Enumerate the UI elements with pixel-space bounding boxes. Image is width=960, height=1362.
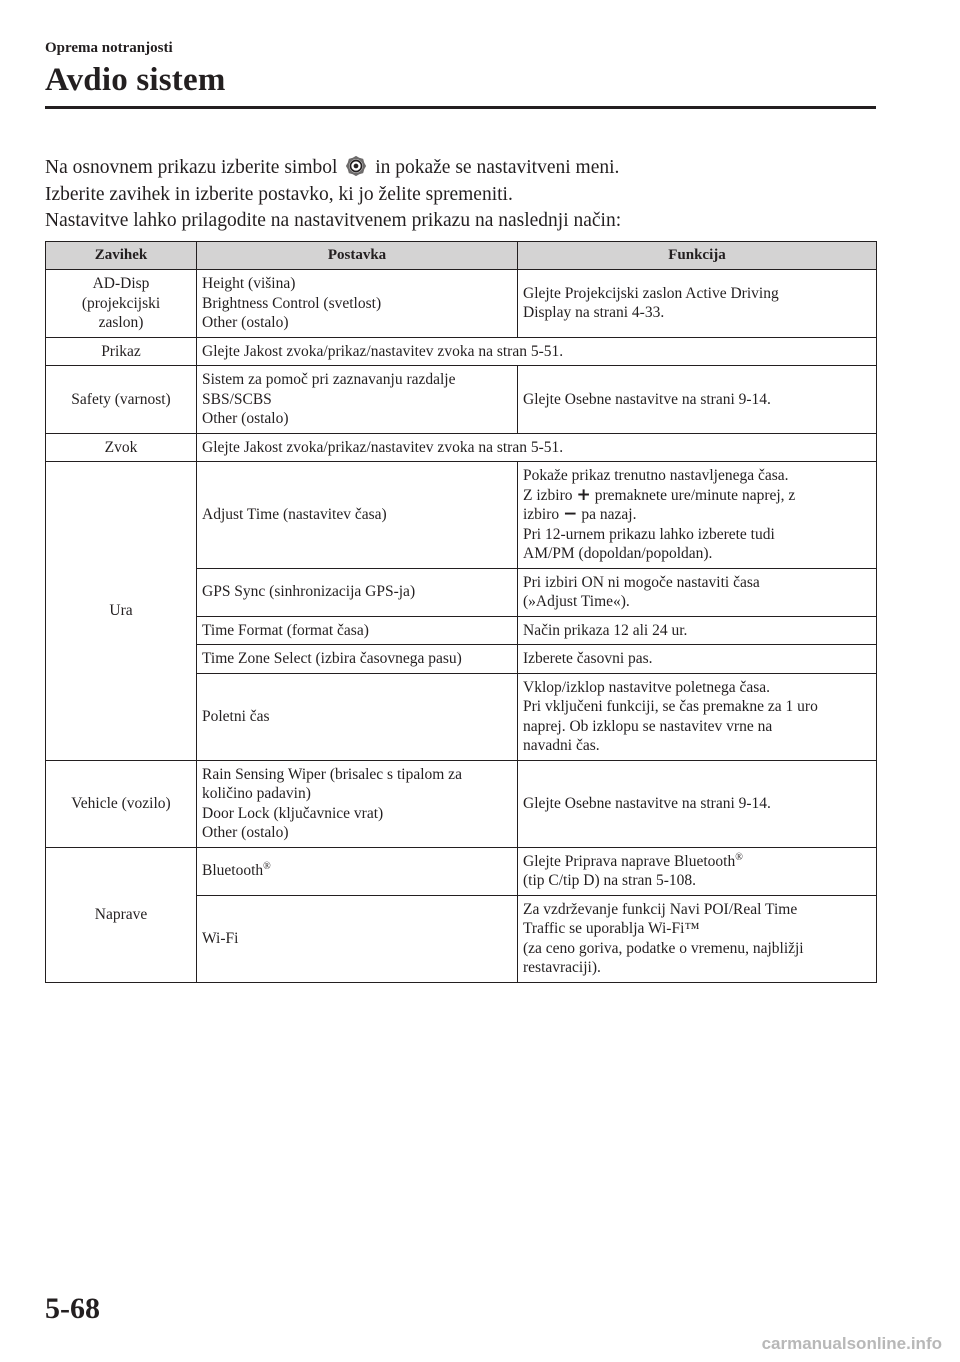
intro-line-1-end: in pokaže se nastavitveni meni. [375, 157, 620, 178]
function-text [523, 505, 871, 525]
item-label: Sistem za pomoč pri zaznavanju razdalje [202, 371, 456, 388]
page-title: Avdio sistem [45, 62, 226, 98]
item-label: Other (ostalo) [202, 824, 289, 841]
item-label: Other (ostalo) [202, 410, 289, 427]
intro-line-2: Izberite zavihek in izberite postavko, ki jo želite spremeniti. [45, 183, 513, 205]
function-cell: Izberete časovni pas. [518, 645, 877, 674]
function-text [523, 486, 871, 506]
tab-label: AD-Disp [92, 275, 150, 292]
function-text: Pokaže prikaz trenutno nastavljenega časa. [523, 467, 789, 484]
item-label: Bluetooth [202, 862, 264, 880]
minus-icon: − [563, 504, 578, 524]
header-funkcija: Funkcija [518, 242, 877, 270]
function-text: Glejte Projekcijski zaslon Active Driving [523, 284, 779, 302]
watermark: carmanualsonline.info [761, 1334, 942, 1353]
item-cell: Time Zone Select (izbira časovnega pasu) [197, 645, 518, 674]
settings-table [45, 241, 877, 983]
function-text-part: premaknete ure/minute naprej, z [594, 486, 796, 504]
item-cell: GPS Sync (sinhronizacija GPS-ja) [197, 568, 518, 616]
item-cell: Time Format (format časa) [197, 616, 518, 645]
tab-cell: Safety (varnost) [46, 366, 197, 434]
tab-label: zaslon) [98, 314, 144, 331]
function-text-part: izbiro [523, 506, 560, 523]
tab-cell: Prikaz [46, 337, 197, 366]
registered-mark: ® [735, 851, 743, 863]
function-text: Traffic se uporablja Wi-Fi™ [523, 920, 700, 937]
registered-mark: ® [263, 861, 271, 873]
function-text: Pri izbiri ON ni mogoče nastaviti časa [523, 573, 760, 591]
section-label: Oprema notranjosti [45, 40, 173, 56]
item-cell: Adjust Time (nastavitev časa) [197, 462, 518, 569]
header-postavka: Postavka [197, 242, 518, 270]
function-cell: Glejte Osebne nastavitve na strani 9-14. [518, 760, 877, 847]
item-label: Door Lock (ključavnice vrat) [202, 804, 384, 822]
function-cell: Glejte Osebne nastavitve na strani 9-14. [518, 366, 877, 434]
function-text: restavraciji). [523, 959, 601, 976]
item-cell [197, 270, 518, 338]
tab-cell: Vehicle (vozilo) [46, 760, 197, 847]
function-text: (»Adjust Time«). [523, 593, 630, 610]
intro-line-1 [45, 155, 885, 182]
page-number: 5-68 [45, 1292, 100, 1325]
intro-line-1-start: Na osnovnem prikazu izberite simbol [45, 157, 338, 178]
item-label: Rain Sensing Wiper (brisalec s tipalom za [202, 765, 462, 783]
table-row [46, 337, 877, 366]
item-label: SBS/SCBS [202, 390, 272, 408]
function-text: Display na strani 4-33. [523, 304, 665, 322]
function-text: (tip C/tip D) na stran 5-108. [523, 872, 697, 889]
combined-cell: Glejte Jakost zvoka/prikaz/nastavitev zvoka na stran 5-51. [197, 433, 877, 462]
plus-icon: + [576, 484, 591, 505]
settings-gear-icon [345, 155, 367, 177]
tab-cell: Naprave [46, 847, 197, 982]
table-header-row [46, 242, 877, 270]
function-cell: Način prikaza 12 ali 24 ur. [518, 616, 877, 645]
header-zavihek: Zavihek [46, 242, 197, 270]
function-text [523, 852, 871, 872]
function-text: navadni čas. [523, 737, 600, 754]
function-text: Za vzdrževanje funkcij Navi POI/Real Time [523, 900, 798, 918]
table-row [46, 847, 877, 895]
title-rule [45, 106, 876, 109]
tab-label: (projekcijski [81, 294, 161, 312]
function-cell [518, 847, 877, 895]
function-text-part: Z izbiro [523, 486, 573, 504]
tab-cell: Zvok [46, 433, 197, 462]
function-text: Pri 12-urnem prikazu lahko izberete tudi [523, 525, 775, 543]
function-text: Vklop/izklop nastavitve poletnega časa. [523, 678, 771, 696]
intro-line-3: Nastavitve lahko prilagodite na nastavitvenem prikazu na naslednji način: [45, 210, 622, 231]
tab-cell: Ura [46, 462, 197, 761]
function-text: naprej. Ob izklopu se nastavitev vrne na [523, 717, 773, 735]
function-text-part: Glejte Priprava naprave Bluetooth [523, 852, 736, 870]
table-row [46, 462, 877, 569]
item-label: Other (ostalo) [202, 314, 289, 331]
item-cell [197, 760, 518, 847]
function-cell [518, 568, 877, 616]
function-cell [518, 462, 877, 569]
function-cell [518, 895, 877, 982]
function-text: AM/PM (dopoldan/popoldan). [523, 545, 713, 562]
table-row [46, 760, 877, 847]
table-row [46, 433, 877, 462]
item-label: Height (višina) [202, 275, 296, 292]
intro-text [45, 155, 885, 235]
item-cell: Wi-Fi [197, 895, 518, 982]
combined-cell: Glejte Jakost zvoka/prikaz/nastavitev zvoka na stran 5-51. [197, 337, 877, 366]
function-cell [518, 673, 877, 760]
function-text: (za ceno goriva, podatke o vremenu, najbližji [523, 939, 804, 957]
table-row [46, 270, 877, 338]
function-text-part: pa nazaj. [581, 506, 637, 523]
item-cell: Poletni čas [197, 673, 518, 760]
item-label: Brightness Control (svetlost) [202, 294, 382, 312]
item-cell [197, 366, 518, 434]
item-cell [197, 847, 518, 895]
function-text: Pri vključeni funkciji, se čas premakne za 1 uro [523, 698, 818, 715]
item-label: količino padavin) [202, 785, 311, 802]
function-cell [518, 270, 877, 338]
table-row [46, 366, 877, 434]
tab-cell [46, 270, 197, 338]
